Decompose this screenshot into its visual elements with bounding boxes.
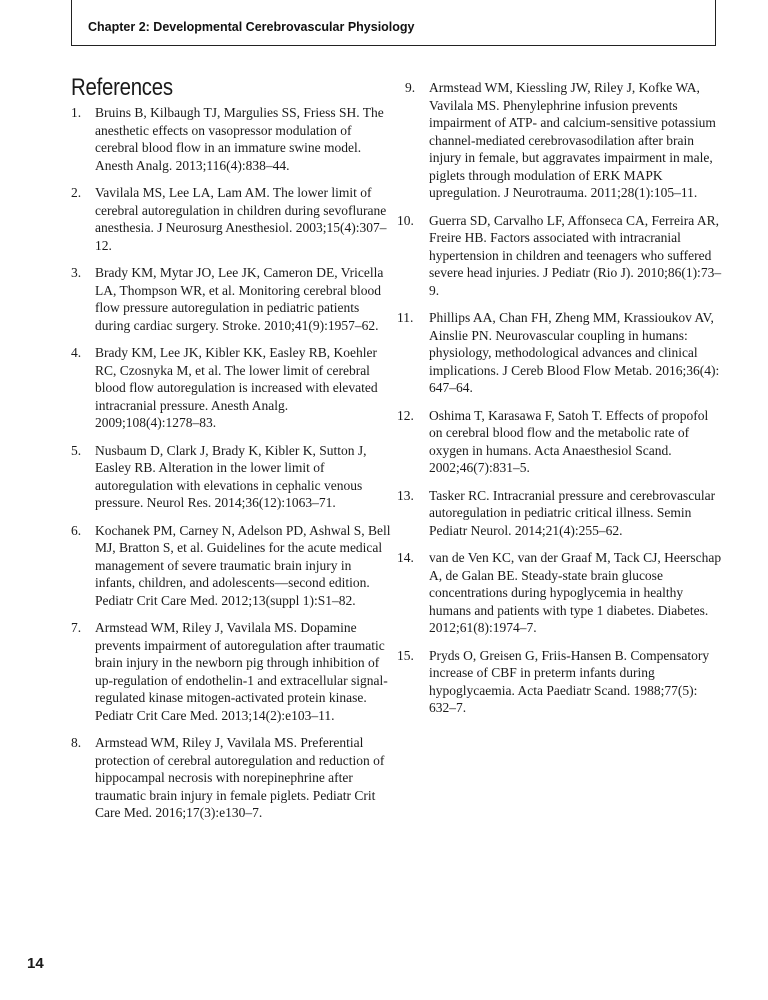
reference-item (405, 79, 725, 202)
reference-number: 7. (71, 620, 82, 635)
reference-text: Phillips AA, Chan FH, Zheng MM, Krassioukov AV, Ainslie PN. Neurovascular coupling in humans: physiology, methodological advances and clinical implications. J Cereb Blood Flow Metab. 2016;36(4): 647–64. (429, 310, 720, 395)
reference-text: Tasker RC. Intracranial pressure and cerebrovascular autoregulation in pediatric critical illness. Semin Pediatr Neurol. 2014;21(4):255–62. (429, 487, 716, 538)
reference-number: 14. (397, 550, 414, 565)
reference-number: 10. (397, 212, 414, 228)
reference-text: Armstead WM, Riley J, Vavilala MS. Dopamine prevents impairment of autoregulation after traumatic brain injury in the newborn pig through inhibition of up-regulation of endothelin-1 and extracellular signal-regulated kinase mitogen-activated protein kinase. Pediatr Crit Care Med. 2013;14(2):e103–11. (95, 620, 388, 723)
reference-item (71, 522, 391, 610)
reference-text: Pryds O, Greisen G, Friis-Hansen B. Compensatory increase of CBF in preterm infants during hypoglycaemia. Acta Paediatr Scand. 1988;77(5): 632–7. (429, 647, 710, 715)
reference-number: 13. (397, 487, 414, 503)
reference-text: Vavilala MS, Lee LA, Lam AM. The lower limit of cerebral autoregulation in children during sevoflurane anesthesia. J Neurosurg Anesthesiol. 2003;15(4):307–12. (95, 185, 387, 253)
reference-number: 5. (71, 442, 82, 458)
reference-item (397, 212, 725, 300)
reference-item (397, 309, 725, 397)
references-column-right (397, 79, 725, 727)
reference-text: Brady KM, Lee JK, Kibler KK, Easley RB, Koehler RC, Czosnyka M, et al. The lower limit of cerebral blood flow autoregulation is increased with elevated intracranial pressure. Anesth Analg. 2009;108(4):1278–83. (95, 345, 378, 430)
reference-number: 8. (71, 735, 82, 750)
reference-item (397, 549, 725, 637)
reference-item (71, 442, 391, 512)
reference-number: 1. (71, 105, 82, 120)
references-heading: References (71, 74, 173, 101)
reference-number: 15. (397, 647, 414, 663)
reference-text: Oshima T, Karasawa F, Satoh T. Effects of propofol on cerebral blood flow and the metabolic rate of oxygen in humans. Acta Anaesthesiol Scand. 2002;46(7):831–5. (429, 407, 709, 475)
reference-item (71, 184, 391, 254)
reference-item (71, 104, 391, 174)
chapter-header (71, 0, 716, 46)
reference-number: 3. (71, 265, 82, 280)
reference-text: van de Ven KC, van der Graaf M, Tack CJ, Heerschap A, de Galan BE. Steady-state brain glucose concentrations during hypoglycemia in healthy humans and patients with type 1 diabetes. Diabetes. 2012;61(8):1974–7. (429, 550, 722, 635)
reference-text: Bruins B, Kilbaugh TJ, Margulies SS, Friess SH. The anesthetic effects on vasopressor modulation of cerebral blood flow in an immature swine model. Anesth Analg. 2013;116(4):838–44. (95, 105, 384, 173)
page-number: 14 (27, 955, 44, 972)
reference-number: 11. (397, 310, 414, 325)
reference-item (71, 264, 391, 334)
reference-number: 12. (397, 407, 414, 423)
reference-text: Guerra SD, Carvalho LF, Affonseca CA, Ferreira AR, Freire HB. Factors associated with intracranial hypertension in children and teenagers who suffered severe head injuries. J Pediatr (Rio J). 2010;86(1):73–9. (429, 212, 722, 298)
reference-item (71, 344, 391, 432)
reference-text: Nusbaum D, Clark J, Brady K, Kibler K, Sutton J, Easley RB. Alteration in the lower limit of autoregulation with elevations in cephalic venous pressure. Neurol Res. 2014;36(12):1063–71. (95, 442, 367, 510)
reference-item (397, 487, 725, 540)
reference-number: 6. (71, 522, 82, 538)
reference-number: 2. (71, 185, 82, 200)
reference-text: Kochanek PM, Carney N, Adelson PD, Ashwal S, Bell MJ, Bratton S, et al. Guidelines for the acute medical management of severe traumatic brain injury in infants, children, and adolescents—second edition. Pediatr Crit Care Med. 2012;13(suppl 1):S1–82. (95, 522, 391, 608)
chapter-title: Chapter 2: Developmental Cerebrovascular Physiology (88, 20, 415, 34)
references-column-left (71, 104, 391, 832)
reference-item (397, 407, 725, 477)
reference-item (71, 619, 391, 724)
reference-item (397, 647, 725, 717)
reference-text: Armstead WM, Riley J, Vavilala MS. Preferential protection of cerebral autoregulation and reduction of hippocampal necrosis with norepinephrine after traumatic brain injury in female piglets. Pediatr Crit Care Med. 2016;17(3):e130–7. (95, 735, 385, 820)
reference-item (71, 734, 391, 822)
reference-number: 9. (405, 80, 416, 95)
reference-text: Armstead WM, Kiessling JW, Riley J, Kofke WA, Vavilala MS. Phenylephrine infusion prevents impairment of ATP- and calcium-sensitive potassium channel-mediated cerebrovasodilation after brain injury in female, but aggravates impairment in male, piglets through modulation of ERK MAPK upregulation. J Neurotrauma. 2011;28(1):105–11. (429, 80, 716, 200)
reference-text: Brady KM, Mytar JO, Lee JK, Cameron DE, Vricella LA, Thompson WR, et al. Monitoring cerebral blood flow pressure autoregulation in pediatric patients during cardiac surgery. Stroke. 2010;41(9):1957–62. (95, 265, 384, 333)
reference-number: 4. (71, 345, 82, 360)
